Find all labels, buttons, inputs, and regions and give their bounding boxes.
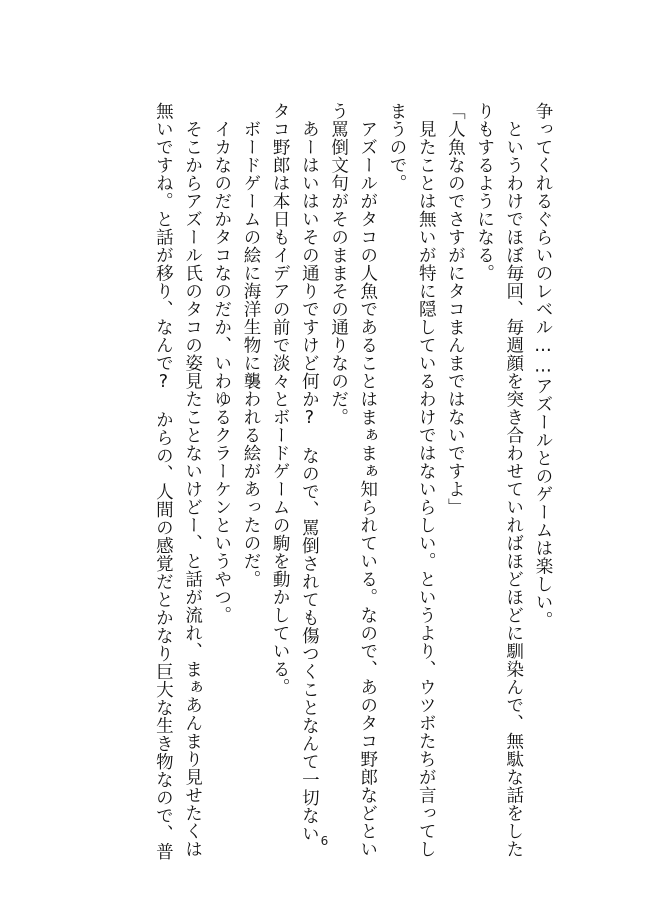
text-line: タコ野郎は本日もイデアの前で淡々とボードゲームの駒を動かしている。 — [270, 102, 291, 696]
vertical-text-block — [87, 102, 557, 861]
text-line: 争ってくれるぐらいのレベル……アズールとのゲームは楽しい。 — [533, 102, 553, 629]
text-line: あーはいはいその通りですけど何か? なので、罵倒されても傷つくことなんて一切ない — [299, 102, 320, 843]
text-line: 見たことは無いが特に隠しているわけではないらしい。というより、ウツボたちが言ってし — [416, 102, 437, 858]
text-line: う罵倒文句がそのままその通りなのだ。 — [328, 102, 349, 426]
text-line: アズールがタコの人魚であることはまぁまぁ知られている。なので、あのタコ野郎などとい — [357, 102, 378, 858]
text-line: というわけでほぼ毎回、毎週顔を突き合わせていればほどほどに馴染んで、無駄な話をした — [503, 102, 524, 858]
text-line: まうので。 — [386, 102, 407, 192]
text-line: りもするようになる。 — [474, 102, 495, 282]
text-line: 「人魚なのでさすがにタコまんまではないですよ」 — [445, 102, 466, 516]
page-number: 6 — [320, 834, 329, 848]
text-line: ボードゲームの絵に海洋生物に襲われる絵があったのだ。 — [240, 102, 261, 588]
text-line: そこからアズール氏のタコの姿見たことないけどー、と話が流れ、まぁあんまり見せたくは — [182, 102, 203, 858]
text-line: 無いですね。と話が移り、なんで? からの、人間の感覚だとかなり巨大な生き物なので、普 — [153, 102, 174, 861]
text-line: イカなのだかタコなのだか、いわゆるクラーケンというやつ。 — [211, 102, 232, 624]
